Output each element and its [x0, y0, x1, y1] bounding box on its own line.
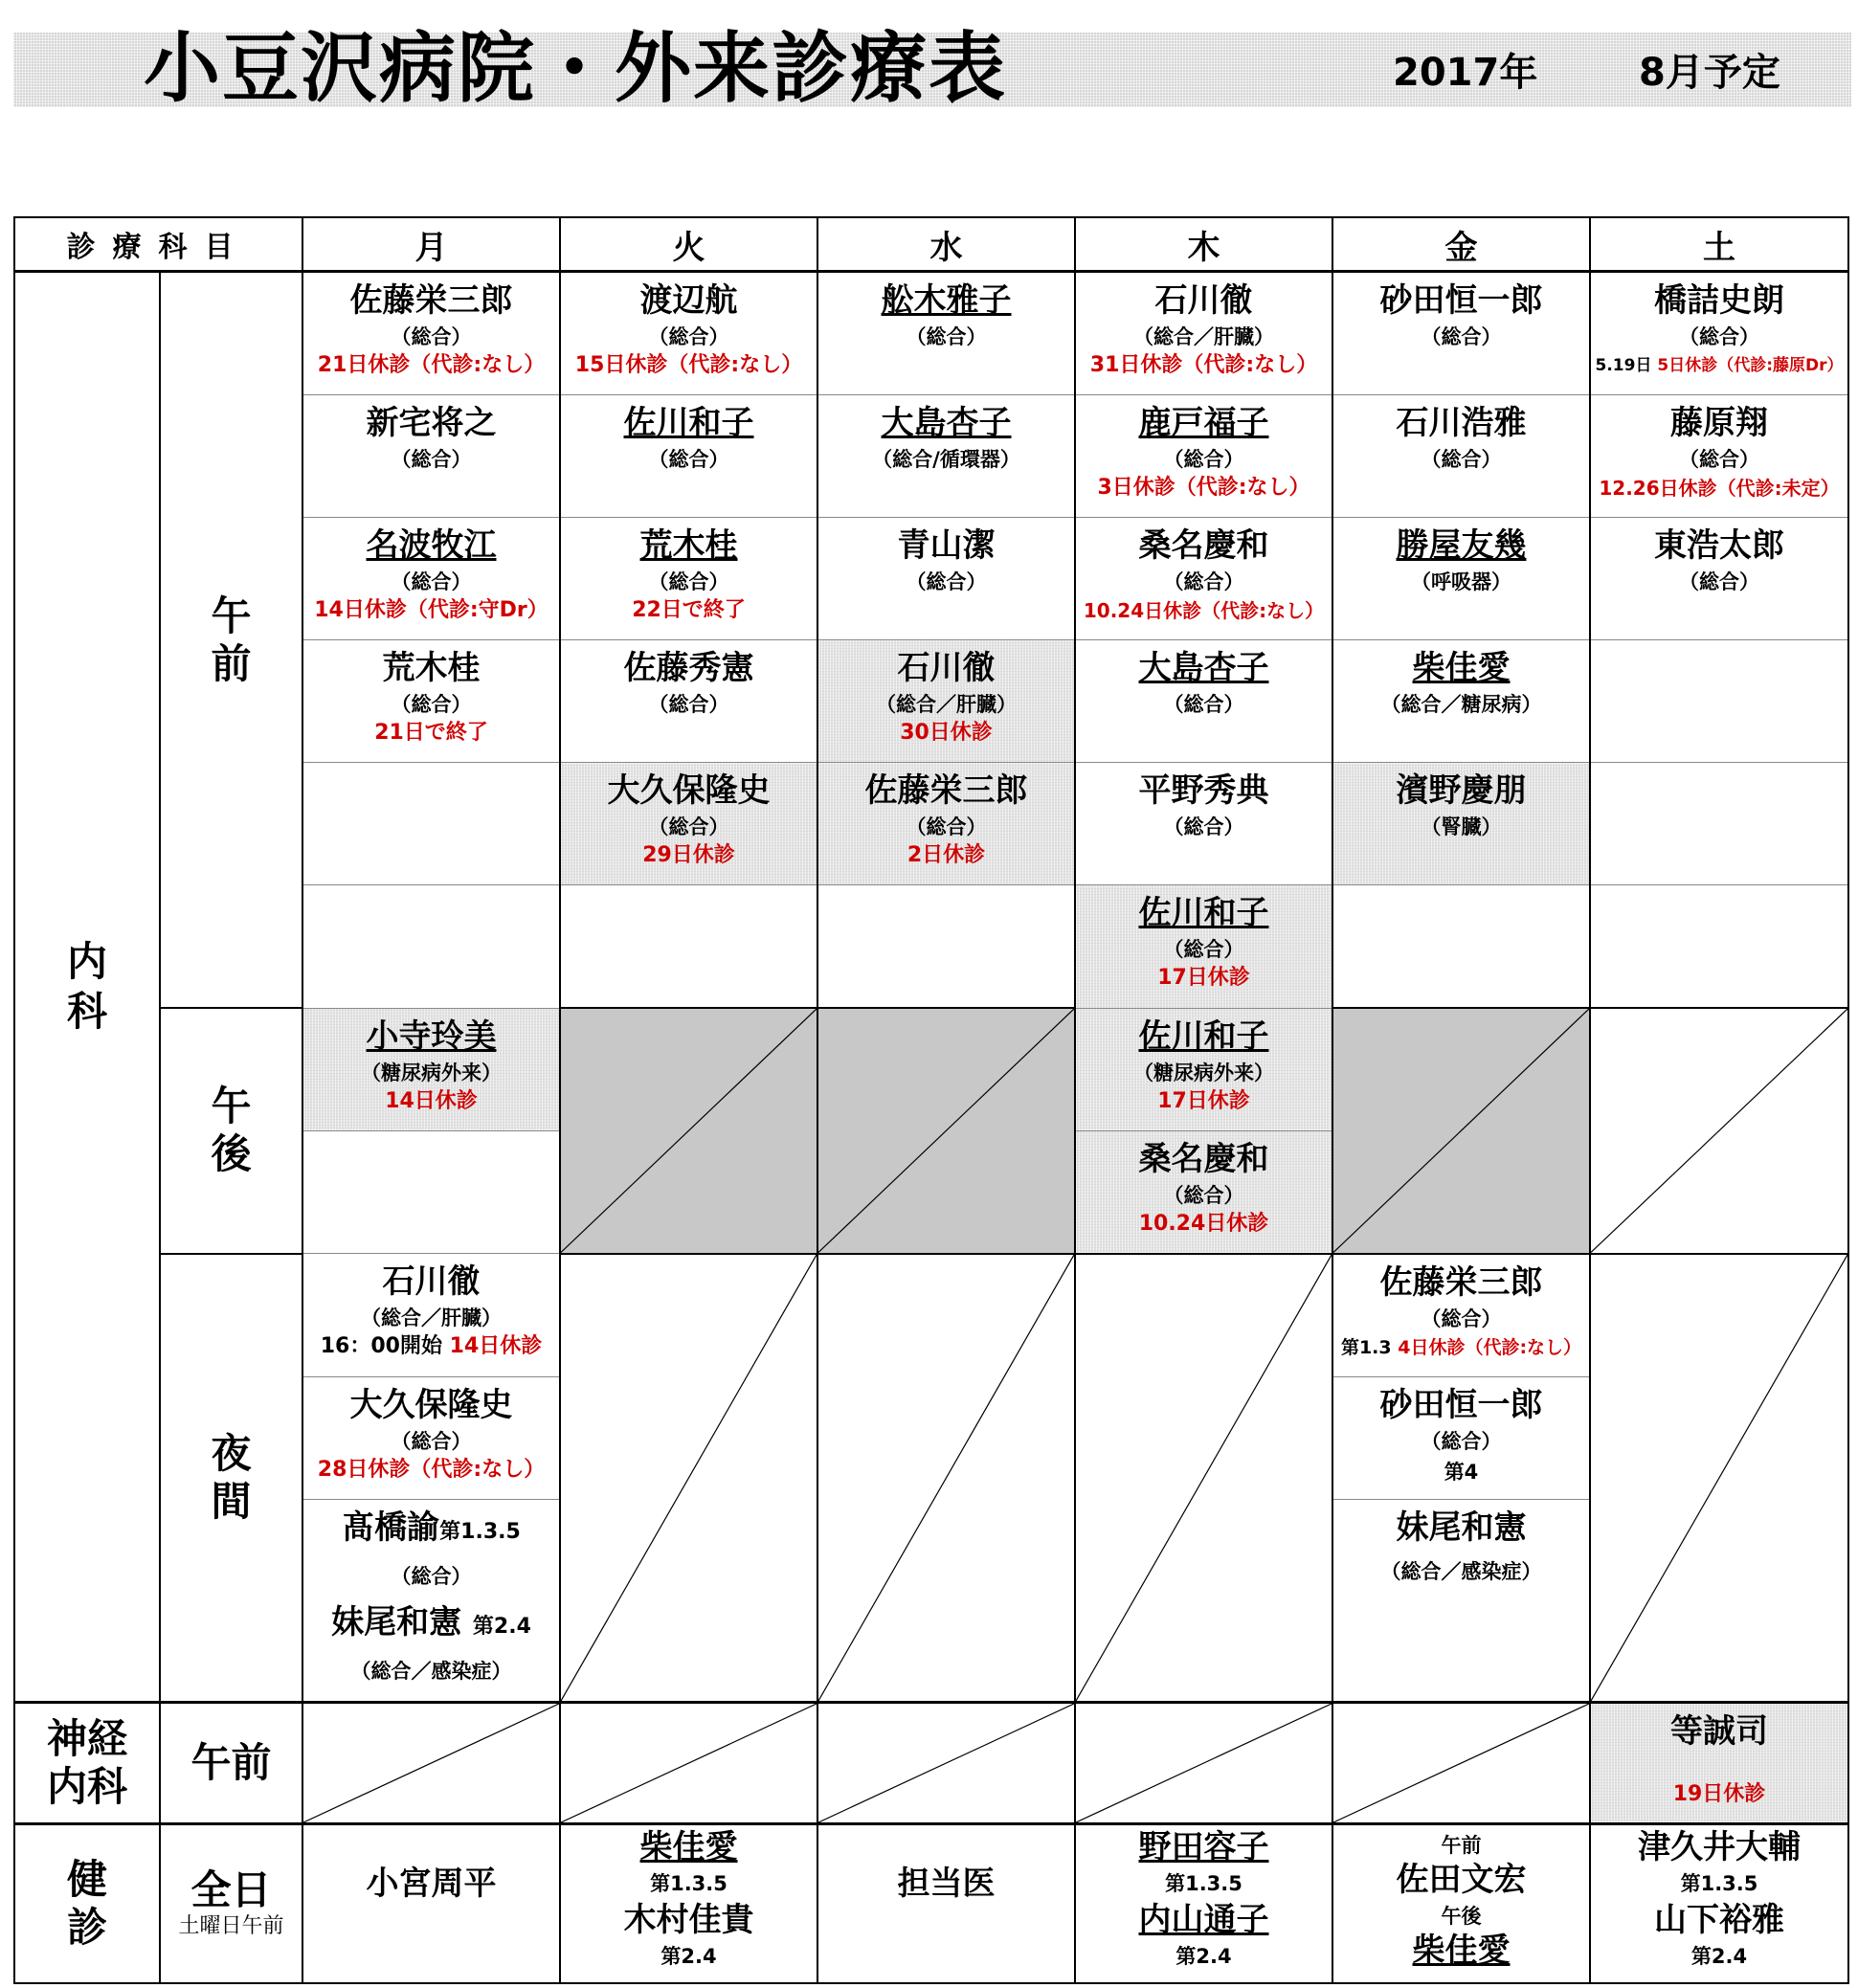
checkup-wed: 担当医 [817, 1823, 1075, 1983]
closed-tue-pm [560, 1008, 817, 1254]
slot-sat-am-3: 東浩太郎 （総合） [1590, 518, 1848, 640]
slot-fri-am-1: 砂田恒一郎 （総合） [1332, 272, 1590, 395]
slot-fri-am-2: 石川浩雅 （総合） [1332, 395, 1590, 518]
closed-tue-night [560, 1254, 817, 1703]
slot-fri-am-5: 濱野慶朋 （腎臓） [1332, 763, 1590, 885]
gozen-label: 午 前 [160, 272, 302, 1009]
slot-thu-am-5: 平野秀典 （総合） [1075, 763, 1332, 885]
slot-fri-am-3: 勝屋友幾 （呼吸器） [1332, 518, 1590, 640]
slot-mon-pm-1: 小寺玲美 （糖尿病外来） 14日休診 [302, 1008, 560, 1130]
slot-sat-am-4 [1590, 640, 1848, 763]
day-thu: 木 [1075, 217, 1332, 272]
slot-mon-night-1: 石川徹 （総合／肝臓） 16：00開始 14日休診 [302, 1254, 560, 1377]
slot-tue-am-6 [560, 885, 817, 1009]
kenshin-label: 健 診 [14, 1823, 160, 1983]
checkup-fri: 午前 佐田文宏 午後 柴佳愛 [1332, 1823, 1590, 1983]
slot-mon-am-3: 名波牧江 （総合） 14日休診（代診:守Dr） [302, 518, 560, 640]
closed-thu-night [1075, 1254, 1332, 1703]
slot-wed-am-2: 大島杏子 （総合/循環器） [817, 395, 1075, 518]
neuro-thu [1075, 1702, 1332, 1823]
year-label: 2017年 [1393, 51, 1538, 95]
slot-fri-night-2: 砂田恒一郎 （総合） 第4 [1332, 1376, 1590, 1499]
am-row-1 [14, 272, 1848, 395]
day-wed: 水 [817, 217, 1075, 272]
checkup-mon: 小宮周平 [302, 1823, 560, 1983]
slot-fri-night-3: 妹尾和憲 （総合／感染症） [1332, 1499, 1590, 1702]
closed-wed-night [817, 1254, 1075, 1703]
zenjitsu-label: 全日 土曜日午前 [160, 1823, 302, 1983]
pm-row-1 [14, 1008, 1848, 1130]
slot-mon-pm-2 [302, 1130, 560, 1254]
closed-fri-pm [1332, 1008, 1590, 1254]
month-label: 8月予定 [1639, 51, 1780, 95]
slot-mon-am-4: 荒木桂 （総合） 21日で終了 [302, 640, 560, 763]
slot-tue-am-1: 渡辺航 （総合） 15日休診（代診:なし） [560, 272, 817, 395]
yakan-label: 夜 間 [160, 1254, 302, 1703]
slot-mon-am-1: 佐藤栄三郎 （総合） 21日休診（代診:なし） [302, 272, 560, 395]
neuro-tue [560, 1702, 817, 1823]
neuro-gozen-label: 午前 [160, 1702, 302, 1823]
slot-fri-am-6 [1332, 885, 1590, 1009]
slot-fri-night-1: 佐藤栄三郎 （総合） 第1.3 4日休診（代診:なし） [1332, 1254, 1590, 1377]
slot-sat-am-6 [1590, 885, 1848, 1009]
slot-wed-am-4: 石川徹 （総合／肝臓） 30日休診 [817, 640, 1075, 763]
checkup-sat: 津久井大輔 第1.3.5 山下裕雅 第2.4 [1590, 1823, 1848, 1983]
closed-sat-pm [1590, 1008, 1848, 1254]
slot-thu-am-2: 鹿戸福子 （総合） 3日休診（代診:なし） [1075, 395, 1332, 518]
slot-sat-am-1: 橋詰史朗 （総合） 5.19日 5日休診（代診:藤原Dr） [1590, 272, 1848, 395]
slot-fri-am-4: 柴佳愛 （総合／糖尿病） [1332, 640, 1590, 763]
slot-tue-am-2: 佐川和子 （総合） [560, 395, 817, 518]
night-row-1 [14, 1254, 1848, 1377]
slot-mon-night-3: 髙橋諭第1.3.5 （総合） 妹尾和憲 第2.4 （総合／感染症） [302, 1499, 560, 1702]
slot-tue-am-5: 大久保隆史 （総合） 29日休診 [560, 763, 817, 885]
checkup-thu: 野田容子 第1.3.5 内山通子 第2.4 [1075, 1823, 1332, 1983]
naika-label: 内 科 [14, 272, 160, 1703]
slot-thu-am-4: 大島杏子 （総合） [1075, 640, 1332, 763]
slot-sat-am-5 [1590, 763, 1848, 885]
slot-mon-night-2: 大久保隆史 （総合） 28日休診（代診:なし） [302, 1376, 560, 1499]
neuro-sat: 等誠司 19日休診 [1590, 1702, 1848, 1823]
slot-wed-am-5: 佐藤栄三郎 （総合） 2日休診 [817, 763, 1075, 885]
slot-tue-am-3: 荒木桂 （総合） 22日で終了 [560, 518, 817, 640]
slot-wed-am-1: 舩木雅子 （総合） [817, 272, 1075, 395]
closed-sat-night [1590, 1254, 1848, 1703]
slot-thu-am-1: 石川徹 （総合／肝臓） 31日休診（代診:なし） [1075, 272, 1332, 395]
page-title: 小豆沢病院・外来診療表 [144, 24, 1007, 113]
schedule-table [13, 216, 1849, 1984]
checkup-tue: 柴佳愛 第1.3.5 木村佳貴 第2.4 [560, 1823, 817, 1983]
day-sat: 土 [1590, 217, 1848, 272]
neuro-mon [302, 1702, 560, 1823]
slot-wed-am-3: 青山潔 （総合） [817, 518, 1075, 640]
slot-thu-am-3: 桑名慶和 （総合） 10.24日休診（代診:なし） [1075, 518, 1332, 640]
dept-header: 診療科目 [14, 217, 302, 272]
header-row [14, 217, 1848, 272]
slot-mon-am-5 [302, 763, 560, 885]
slot-mon-am-6 [302, 885, 560, 1009]
neuro-fri [1332, 1702, 1590, 1823]
gogo-label: 午 後 [160, 1008, 302, 1254]
slot-thu-pm-2: 桑名慶和 （総合） 10.24日休診 [1075, 1130, 1332, 1254]
day-mon: 月 [302, 217, 560, 272]
checkup-row [14, 1823, 1848, 1983]
shinkei-label: 神経 内科 [14, 1702, 160, 1823]
slot-sat-am-2: 藤原翔 （総合） 12.26日休診（代診:未定） [1590, 395, 1848, 518]
slot-wed-am-6 [817, 885, 1075, 1009]
slot-tue-am-4: 佐藤秀憲 （総合） [560, 640, 817, 763]
neuro-wed [817, 1702, 1075, 1823]
slot-mon-am-2: 新宅将之 （総合） [302, 395, 560, 518]
day-fri: 金 [1332, 217, 1590, 272]
day-tue: 火 [560, 217, 817, 272]
slot-thu-am-6: 佐川和子 （総合） 17日休診 [1075, 885, 1332, 1009]
neuro-row [14, 1702, 1848, 1823]
closed-wed-pm [817, 1008, 1075, 1254]
slot-thu-pm-1: 佐川和子 （糖尿病外来） 17日休診 [1075, 1008, 1332, 1130]
